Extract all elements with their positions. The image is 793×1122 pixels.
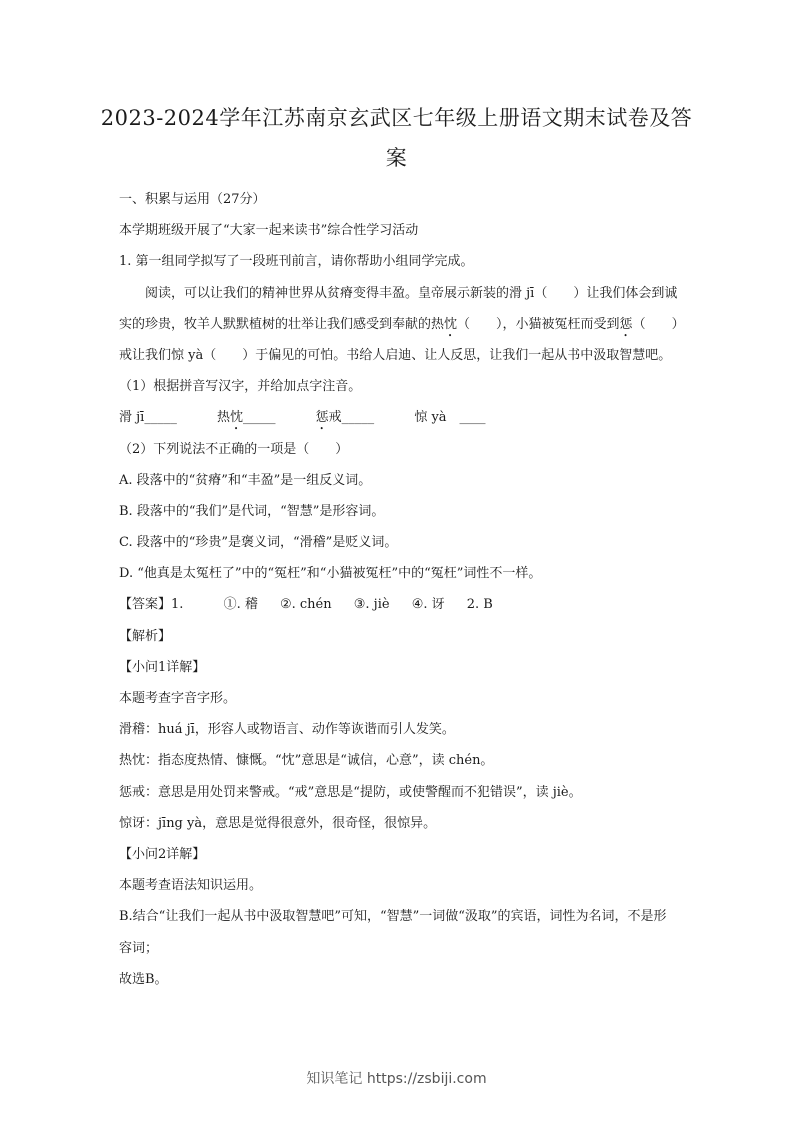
document-body [119, 184, 679, 995]
detail-2-label: 【小问2详解】 [119, 846, 206, 862]
answer-q2: 2. B [466, 597, 493, 613]
passage-dotted-char-1: 忱 [444, 316, 458, 332]
fill-item-b-post: _____ [243, 410, 276, 426]
option-d: D. “他真是太冤枉了”中的“冤枉”和“小猫被冤枉”中的“冤枉”词性不一样。 [119, 566, 542, 582]
fill-item-a: 滑 jī_____ [119, 410, 177, 426]
detail-1-label: 【小问1详解】 [119, 659, 206, 675]
section-heading: 一、积累与运用（27分） [119, 192, 266, 207]
option-b: B. 段落中的“我们”是代词，“智慧”是形容词。 [119, 503, 385, 519]
reading-passage [119, 278, 679, 372]
sub-question-1: （1）根据拼音写汉字，并给加点字注音。 [119, 379, 362, 395]
analysis-label: 【解析】 [119, 628, 172, 644]
answer-row [119, 589, 679, 620]
detail-2-line: 本题考查语法知识运用。 [119, 878, 263, 894]
option-a: A. 段落中的“贫瘠”和“丰盈”是一组反义词。 [119, 472, 372, 488]
fill-item-c-post: 戒_____ [328, 410, 375, 426]
detail-1-line: 惩戒：意思是用处罚来警戒。“戒”意思是“提防，或使警醒而不犯错误”，读 jiè。 [119, 784, 582, 800]
fill-item-b-pre: 热 [216, 410, 230, 426]
passage-dotted-char-2: 惩 [619, 316, 633, 332]
answer-2: ②. chén [279, 597, 332, 613]
detail-1-line: 热忱：指态度热情、慷慨。“忱”意思是“诚信，心意”，读 chén。 [119, 753, 494, 769]
passage-part-1: 阅读，可以让我们的精神世界从贫瘠变得丰盈。皇帝展示新装的滑 jī（ ）让我们体会到诚实的珍贵，牧羊人默默植树的壮举让我们感受到奉献的热 [119, 285, 678, 332]
fill-item-c-dot: 惩 [315, 410, 329, 426]
answer-3: ③. jiè [353, 597, 390, 613]
answer-q1: 1. [171, 597, 184, 613]
detail-2-line: 故选B。 [119, 971, 168, 987]
footer-watermark: 知识笔记 https://zsbiji.com [306, 1071, 487, 1087]
question-1: 1. 第一组同学拟写了一段班刊前言，请你帮助小组同学完成。 [119, 254, 474, 270]
passage-part-2: （ ），小猫被冤枉而受到 [457, 316, 620, 332]
answer-4: ④. 讶 [411, 597, 445, 613]
answer-label: 【答案】 [119, 597, 172, 613]
detail-1-line: 惊讶：jīng yà，意思是觉得很意外，很奇怪，很惊异。 [119, 815, 437, 831]
detail-1-line: 本题考查字音字形。 [119, 691, 237, 707]
document-title: 2023-2024学年江苏南京玄武区七年级上册语文期末试卷及答案 [100, 106, 693, 170]
fill-blank-row [119, 402, 679, 433]
fill-item-b-dot: 忱 [229, 410, 243, 426]
detail-2-line: B.结合“让我们一起从书中汲取智慧吧”可知，“智慧”一词做“汲取”的宾语，词性为名词，不是形容词； [119, 909, 667, 956]
fill-item-d: 惊 yà ____ [414, 410, 486, 426]
detail-1-line: 滑稽：huá jī，形容人或物语言、动作等诙谐而引人发笑。 [119, 722, 455, 738]
answer-1: ①. 稽 [223, 597, 258, 613]
passage-part-3: （ ）戒让我们惊 yà（ ）于偏见的可怕。书给人启迪、让人反思，让我们一起从书中汲取智慧吧。 [119, 316, 679, 363]
option-c: C. 段落中的“珍贵”是褒义词，“滑稽”是贬义词。 [119, 535, 398, 551]
activity-intro: 本学期班级开展了“大家一起来读书”综合性学习活动 [119, 223, 419, 239]
sub-question-2: （2）下列说法不正确的一项是（ ） [119, 441, 349, 457]
